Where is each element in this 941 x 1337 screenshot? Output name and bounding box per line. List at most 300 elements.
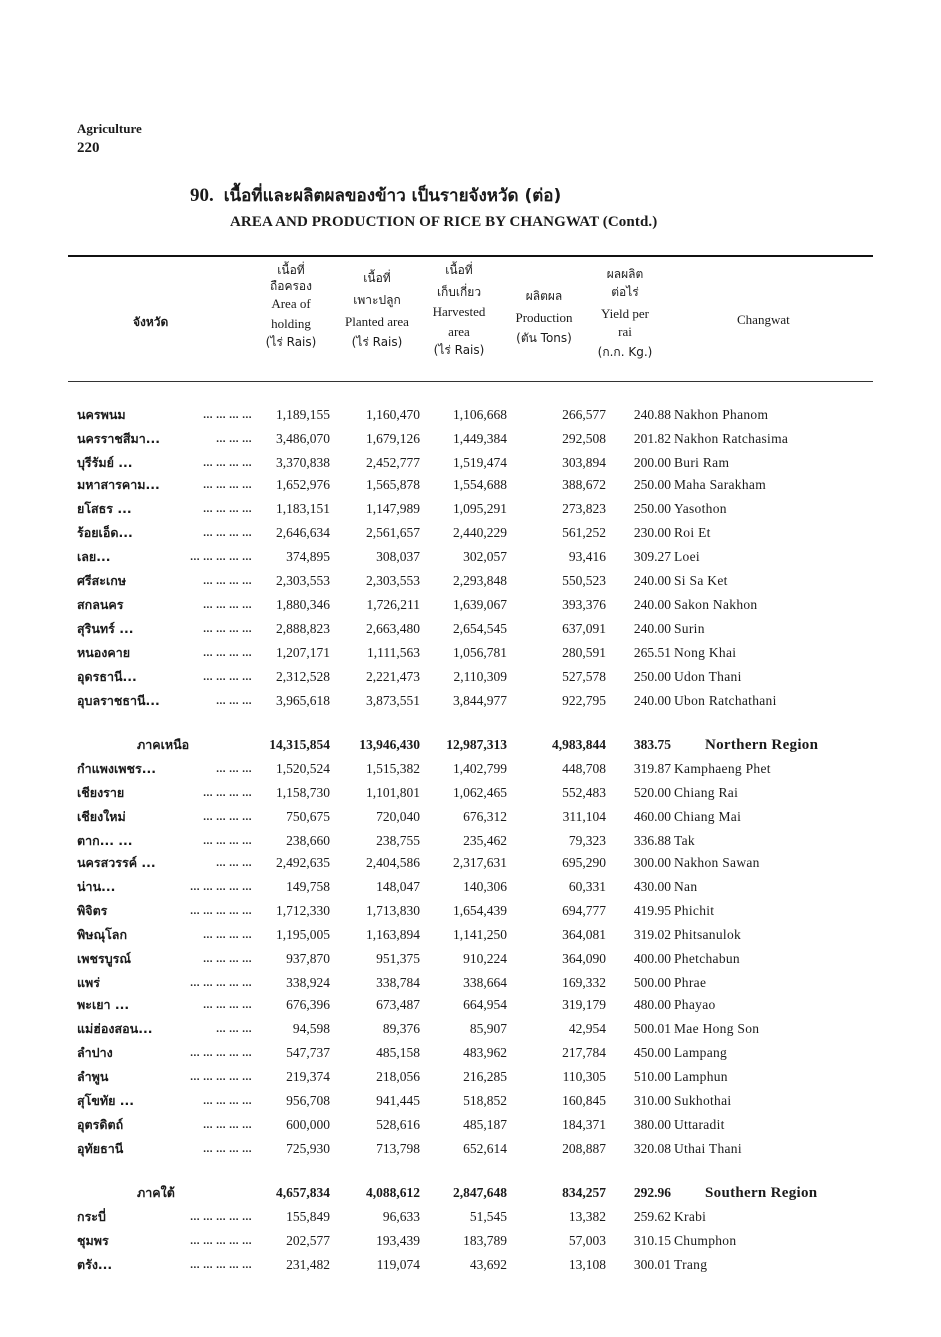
planted-area-value: 1,515,382 (366, 761, 420, 776)
harvested-area-value: 1,106,668 (453, 407, 507, 422)
area-of-holding-value: 1,158,730 (276, 785, 330, 800)
area-of-holding-value: 3,486,070 (276, 431, 330, 446)
yield-per-rai-value: 320.08 (633, 1141, 671, 1156)
table-row (0, 1206, 941, 1228)
area-of-holding-value: 725,930 (286, 1141, 330, 1156)
leader-dots: ... ... ... ... (203, 787, 252, 799)
harvested-area-value: 483,962 (463, 1045, 507, 1060)
production-value: 695,290 (562, 855, 606, 870)
yield-per-rai-value: 460.00 (633, 809, 671, 824)
leader-dots: ... ... ... ... (203, 953, 252, 965)
production-value: 42,954 (568, 1021, 606, 1036)
table-row (0, 404, 941, 426)
area-of-holding-value: 2,646,634 (276, 525, 330, 540)
planted-area-value: 96,633 (382, 1209, 420, 1224)
leader-dots: ... ... ... ... ... (190, 977, 252, 989)
changwat-english-name: Mae Hong Son (674, 1021, 760, 1036)
province-thai-name: กำแพงเพชร... (77, 761, 156, 776)
harvested-area-value: 2,847,648 (453, 1185, 507, 1200)
header-line: ผลผลิต (606, 267, 644, 281)
province-thai-name: หนองคาย (77, 645, 131, 660)
changwat-english-name: Phitsanulok (674, 927, 742, 942)
section-label: Agriculture (77, 121, 142, 136)
planted-area-value: 1,111,563 (367, 645, 420, 660)
planted-area-value: 713,798 (376, 1141, 420, 1156)
production-value: 364,081 (562, 927, 606, 942)
yield-per-rai-value: 240.88 (633, 407, 671, 422)
yield-per-rai-value: 319.02 (633, 927, 671, 942)
table-row (0, 972, 941, 994)
header-province-thai: จังหวัด (133, 315, 169, 329)
table-row (0, 782, 941, 804)
table-row (0, 1042, 941, 1064)
changwat-english-name: Tak (674, 833, 695, 848)
changwat-english-name: Phayao (674, 997, 716, 1012)
province-thai-name: เชียงราย (77, 785, 125, 800)
harvested-area-value: 140,306 (463, 879, 507, 894)
header-rule (68, 381, 873, 382)
area-of-holding-value: 155,849 (286, 1209, 330, 1224)
yield-per-rai-value: 259.62 (633, 1209, 671, 1224)
production-value: 160,845 (562, 1093, 606, 1108)
production-value: 637,091 (562, 621, 606, 636)
leader-dots: ... ... ... ... ... (190, 905, 252, 917)
leader-dots: ... ... ... ... (203, 811, 252, 823)
changwat-english-name: Kamphaeng Phet (674, 761, 771, 776)
table-title-thai (190, 182, 561, 209)
header-line: (ไร่ Rais) (265, 335, 317, 349)
planted-area-value: 673,487 (376, 997, 420, 1012)
yield-per-rai-value: 300.01 (633, 1257, 671, 1272)
table-row (0, 900, 941, 922)
planted-area-value: 2,404,586 (366, 855, 420, 870)
changwat-english-name: Lampang (674, 1045, 728, 1060)
yield-per-rai-value: 383.75 (633, 737, 671, 752)
production-value: 694,777 (562, 903, 606, 918)
leader-dots: ... ... ... ... (203, 599, 252, 611)
harvested-area-value: 3,844,977 (453, 693, 507, 708)
area-of-holding-value: 1,195,005 (276, 927, 330, 942)
header-line: Harvested (432, 304, 486, 319)
yield-per-rai-value: 500.01 (633, 1021, 671, 1036)
leader-dots: ... ... ... ... (203, 623, 252, 635)
changwat-english-name: Chiang Mai (674, 809, 742, 824)
province-thai-name: เชียงใหม่ (77, 809, 126, 824)
province-thai-name: สกลนคร (77, 597, 124, 612)
header-line: เก็บเกี่ยว (436, 285, 482, 299)
area-of-holding-value: 3,965,618 (276, 693, 330, 708)
header-yield-per-rai (580, 266, 670, 360)
changwat-english-name: Southern Region (705, 1185, 818, 1201)
area-of-holding-value: 956,708 (286, 1093, 330, 1108)
changwat-english-name: Udon Thani (674, 669, 742, 684)
leader-dots: ... ... ... ... (203, 409, 252, 421)
changwat-english-name: Buri Ram (674, 455, 730, 470)
harvested-area-value: 235,462 (463, 833, 507, 848)
harvested-area-value: 1,449,384 (453, 431, 507, 446)
production-value: 834,257 (562, 1185, 606, 1200)
yield-per-rai-value: 336.88 (633, 833, 671, 848)
province-thai-name: สุรินทร์ ... (77, 621, 134, 636)
table-row (0, 1114, 941, 1136)
planted-area-value: 4,088,612 (366, 1185, 420, 1200)
table-row (0, 666, 941, 688)
header-line: เนื้อที่ (363, 271, 391, 285)
header-production (503, 288, 585, 346)
changwat-english-name: Phrae (674, 975, 707, 990)
production-value: 266,577 (562, 407, 606, 422)
production-value: 527,578 (562, 669, 606, 684)
area-of-holding-value: 2,492,635 (276, 855, 330, 870)
planted-area-value: 2,221,473 (366, 669, 420, 684)
table-row (0, 948, 941, 970)
province-thai-name: ศรีสะเกษ (77, 573, 127, 588)
leader-dots: ... ... ... ... ... (190, 551, 252, 563)
province-thai-name: ลำปาง (77, 1045, 113, 1060)
region-subtotal-row (0, 734, 941, 756)
area-of-holding-value: 4,657,834 (276, 1185, 330, 1200)
province-thai-name: มหาสารคาม... (77, 477, 160, 492)
header-line: Yield per (600, 306, 649, 321)
yield-per-rai-value: 201.82 (633, 431, 671, 446)
production-value: 319,179 (562, 997, 606, 1012)
header-line: เพาะปลูก (353, 293, 401, 307)
area-of-holding-value: 2,888,823 (276, 621, 330, 636)
leader-dots: ... ... ... ... ... (190, 1211, 252, 1223)
yield-per-rai-value: 400.00 (633, 951, 671, 966)
harvested-area-value: 910,224 (463, 951, 507, 966)
province-thai-name: ลำพูน (77, 1069, 109, 1084)
table-row (0, 1254, 941, 1276)
production-value: 93,416 (568, 549, 606, 564)
leader-dots: ... ... ... (216, 695, 252, 707)
header-planted-area (334, 270, 420, 350)
changwat-english-name: Uthai Thani (674, 1141, 742, 1156)
province-thai-name: ภาคใต้ (137, 1185, 175, 1200)
harvested-area-value: 2,317,631 (453, 855, 507, 870)
harvested-area-value: 183,789 (463, 1233, 507, 1248)
harvested-area-value: 485,187 (463, 1117, 507, 1132)
yield-per-rai-value: 380.00 (633, 1117, 671, 1132)
changwat-english-name: Chumphon (674, 1233, 737, 1248)
production-value: 280,591 (562, 645, 606, 660)
leader-dots: ... ... ... ... (203, 479, 252, 491)
harvested-area-value: 652,614 (463, 1141, 507, 1156)
harvested-area-value: 2,110,309 (453, 669, 507, 684)
area-of-holding-value: 374,895 (286, 549, 330, 564)
changwat-english-name: Surin (674, 621, 705, 636)
changwat-english-name: Yasothon (674, 501, 727, 516)
area-of-holding-value: 231,482 (286, 1257, 330, 1272)
production-value: 217,784 (562, 1045, 606, 1060)
planted-area-value: 1,726,211 (366, 597, 420, 612)
harvested-area-value: 302,057 (463, 549, 507, 564)
production-value: 364,090 (562, 951, 606, 966)
header-line: rai (618, 324, 632, 339)
planted-area-value: 2,561,657 (366, 525, 420, 540)
leader-dots: ... ... ... (216, 1023, 252, 1035)
production-value: 388,672 (562, 477, 606, 492)
changwat-english-name: Loei (674, 549, 700, 564)
yield-per-rai-value: 510.00 (633, 1069, 671, 1084)
area-of-holding-value: 2,303,553 (276, 573, 330, 588)
planted-area-value: 1,147,989 (366, 501, 420, 516)
province-thai-name: บุรีรัมย์ ... (77, 455, 133, 470)
table-row (0, 758, 941, 780)
area-of-holding-value: 338,924 (286, 975, 330, 990)
changwat-english-name: Roi Et (674, 525, 711, 540)
planted-area-value: 1,565,878 (366, 477, 420, 492)
province-thai-name: ตาก... ... (77, 833, 133, 848)
harvested-area-value: 1,519,474 (453, 455, 507, 470)
yield-per-rai-value: 250.00 (633, 669, 671, 684)
yield-per-rai-value: 240.00 (633, 693, 671, 708)
table-row (0, 642, 941, 664)
leader-dots: ... ... ... ... (203, 503, 252, 515)
header-harvested-area (421, 262, 497, 358)
production-value: 292,508 (562, 431, 606, 446)
production-value: 13,382 (568, 1209, 606, 1224)
leader-dots: ... ... ... ... ... (190, 1259, 252, 1271)
planted-area-value: 941,445 (376, 1093, 420, 1108)
province-thai-name: น่าน... (77, 879, 116, 894)
header-line: (ก.ก. Kg.) (597, 345, 653, 359)
province-thai-name: อุบลราชธานี... (77, 693, 160, 708)
area-of-holding-value: 1,712,330 (276, 903, 330, 918)
production-value: 4,983,844 (552, 737, 606, 752)
table-row (0, 806, 941, 828)
changwat-english-name: Nakhon Sawan (674, 855, 760, 870)
area-of-holding-value: 3,370,838 (276, 455, 330, 470)
table-number: 90. (190, 185, 214, 206)
leader-dots: ... ... ... ... (203, 457, 252, 469)
province-thai-name: อุตรดิตถ์ (77, 1117, 124, 1132)
region-subtotal-row (0, 1182, 941, 1204)
yield-per-rai-value: 480.00 (633, 997, 671, 1012)
planted-area-value: 193,439 (376, 1233, 420, 1248)
province-thai-name: พิจิตร (77, 903, 108, 918)
province-thai-name: อุดรธานี... (77, 669, 137, 684)
harvested-area-value: 518,852 (463, 1093, 507, 1108)
production-value: 60,331 (568, 879, 606, 894)
leader-dots: ... ... ... ... (203, 647, 252, 659)
area-of-holding-value: 937,870 (286, 951, 330, 966)
header-line: ถือครอง (269, 279, 312, 293)
table-row (0, 1138, 941, 1160)
province-thai-name: ตรัง... (77, 1257, 113, 1272)
leader-dots: ... ... ... ... (203, 1143, 252, 1155)
table-row (0, 546, 941, 568)
changwat-english-name: Sakon Nakhon (674, 597, 758, 612)
planted-area-value: 308,037 (376, 549, 420, 564)
production-value: 184,371 (562, 1117, 606, 1132)
table-row (0, 452, 941, 474)
province-thai-name: นครพนม (77, 407, 126, 422)
leader-dots: ... ... ... ... (203, 671, 252, 683)
leader-dots: ... ... ... ... (203, 1119, 252, 1131)
leader-dots: ... ... ... ... (203, 1095, 252, 1107)
header-line: ต่อไร่ (611, 285, 639, 299)
changwat-english-name: Nong Khai (674, 645, 737, 660)
harvested-area-value: 1,141,250 (453, 927, 507, 942)
harvested-area-value: 1,639,067 (453, 597, 507, 612)
changwat-english-name: Phetchabun (674, 951, 740, 966)
yield-per-rai-value: 250.00 (633, 477, 671, 492)
province-thai-name: ยโสธร ... (77, 501, 132, 516)
changwat-english-name: Nan (674, 879, 698, 894)
planted-area-value: 720,040 (376, 809, 420, 824)
area-of-holding-value: 149,758 (286, 879, 330, 894)
changwat-english-name: Nakhon Phanom (674, 407, 769, 422)
province-thai-name: พะเยา ... (77, 997, 130, 1012)
production-value: 561,252 (562, 525, 606, 540)
header-line: Area of (271, 296, 311, 311)
planted-area-value: 1,713,830 (366, 903, 420, 918)
area-of-holding-value: 1,880,346 (276, 597, 330, 612)
planted-area-value: 1,163,894 (366, 927, 420, 942)
planted-area-value: 2,452,777 (366, 455, 420, 470)
header-line: ผลิตผล (525, 289, 563, 303)
header-line: (ตัน Tons) (516, 331, 572, 345)
harvested-area-value: 1,062,465 (453, 785, 507, 800)
header-line: เนื้อที่ (445, 263, 473, 277)
harvested-area-value: 12,987,313 (446, 737, 507, 752)
header-line: เนื้อที่ (277, 263, 305, 277)
changwat-english-name: Sukhothai (674, 1093, 732, 1108)
harvested-area-value: 1,554,688 (453, 477, 507, 492)
changwat-english-name: Krabi (674, 1209, 707, 1224)
harvested-area-value: 2,440,229 (453, 525, 507, 540)
harvested-area-value: 338,664 (463, 975, 507, 990)
table-row (0, 474, 941, 496)
production-value: 303,894 (562, 455, 606, 470)
harvested-area-value: 1,654,439 (453, 903, 507, 918)
harvested-area-value: 85,907 (469, 1021, 507, 1036)
leader-dots: ... ... ... ... ... (190, 881, 252, 893)
harvested-area-value: 1,402,799 (453, 761, 507, 776)
area-of-holding-value: 219,374 (286, 1069, 330, 1084)
production-value: 79,323 (568, 833, 606, 848)
province-thai-name: นครราชสีมา... (77, 431, 160, 446)
yield-per-rai-value: 310.15 (633, 1233, 671, 1248)
leader-dots: ... ... ... (216, 763, 252, 775)
leader-dots: ... ... ... (216, 857, 252, 869)
changwat-english-name: Uttaradit (674, 1117, 725, 1132)
production-value: 922,795 (562, 693, 606, 708)
area-of-holding-value: 1,207,171 (276, 645, 330, 660)
area-of-holding-value: 2,312,528 (276, 669, 330, 684)
planted-area-value: 218,056 (376, 1069, 420, 1084)
area-of-holding-value: 238,660 (286, 833, 330, 848)
harvested-area-value: 51,545 (469, 1209, 507, 1224)
province-thai-name: นครสวรรค์ ... (77, 855, 156, 870)
planted-area-value: 2,663,480 (366, 621, 420, 636)
planted-area-value: 119,074 (376, 1257, 420, 1272)
harvested-area-value: 1,056,781 (453, 645, 507, 660)
changwat-english-name: Phichit (674, 903, 715, 918)
province-thai-name: แม่ฮ่องสอน... (77, 1021, 153, 1036)
province-thai-name: อุทัยธานี (77, 1141, 124, 1156)
planted-area-value: 2,303,553 (366, 573, 420, 588)
table-row (0, 594, 941, 616)
header-line: area (448, 324, 470, 339)
production-value: 311,104 (562, 809, 606, 824)
planted-area-value: 89,376 (382, 1021, 420, 1036)
planted-area-value: 1,160,470 (366, 407, 420, 422)
table-title-english: AREA AND PRODUCTION OF RICE BY CHANGWAT (Contd.) (230, 214, 658, 230)
yield-per-rai-value: 450.00 (633, 1045, 671, 1060)
leader-dots: ... ... ... ... ... (190, 1047, 252, 1059)
harvested-area-value: 664,954 (463, 997, 507, 1012)
province-thai-name: เพชรบูรณ์ (77, 951, 131, 966)
production-value: 57,003 (568, 1233, 606, 1248)
table-row (0, 876, 941, 898)
yield-per-rai-value: 292.96 (633, 1185, 671, 1200)
table-row (0, 618, 941, 640)
area-of-holding-value: 600,000 (286, 1117, 330, 1132)
header-line: (ไร่ Rais) (351, 335, 403, 349)
leader-dots: ... ... ... ... (203, 835, 252, 847)
table-row (0, 994, 941, 1016)
province-thai-name: ร้อยเอ็ด... (77, 525, 133, 540)
changwat-english-name: Si Sa Ket (674, 573, 728, 588)
planted-area-value: 338,784 (376, 975, 420, 990)
yield-per-rai-value: 230.00 (633, 525, 671, 540)
yield-per-rai-value: 419.95 (633, 903, 671, 918)
area-of-holding-value: 1,189,155 (276, 407, 330, 422)
leader-dots: ... ... ... ... (203, 999, 252, 1011)
header-changwat: Changwat (737, 312, 790, 327)
table-row (0, 522, 941, 544)
province-thai-name: ภาคเหนือ (137, 737, 190, 752)
changwat-english-name: Maha Sarakham (674, 477, 766, 492)
leader-dots: ... ... ... ... ... (190, 1235, 252, 1247)
production-value: 273,823 (562, 501, 606, 516)
yield-per-rai-value: 265.51 (633, 645, 671, 660)
area-of-holding-value: 14,315,854 (269, 737, 330, 752)
leader-dots: ... ... ... ... (203, 929, 252, 941)
planted-area-value: 238,755 (376, 833, 420, 848)
yield-per-rai-value: 430.00 (633, 879, 671, 894)
production-value: 393,376 (562, 597, 606, 612)
harvested-area-value: 2,293,848 (453, 573, 507, 588)
yield-per-rai-value: 240.00 (633, 621, 671, 636)
production-value: 550,523 (562, 573, 606, 588)
production-value: 110,305 (562, 1069, 606, 1084)
table-row (0, 1230, 941, 1252)
area-of-holding-value: 1,183,151 (276, 501, 330, 516)
header-line: (ไร่ Rais) (433, 343, 485, 357)
planted-area-value: 951,375 (376, 951, 420, 966)
yield-per-rai-value: 240.00 (633, 573, 671, 588)
area-of-holding-value: 676,396 (286, 997, 330, 1012)
table-row (0, 1018, 941, 1040)
harvested-area-value: 216,285 (463, 1069, 507, 1084)
changwat-english-name: Chiang Rai (674, 785, 739, 800)
planted-area-value: 3,873,551 (366, 693, 420, 708)
table-row (0, 830, 941, 852)
yield-per-rai-value: 240.00 (633, 597, 671, 612)
header-line: Production (515, 310, 573, 325)
title-thai-text: เนื้อที่และผลิตผลของข้าว เป็นรายจังหวัด (ต่อ) (223, 186, 562, 206)
leader-dots: ... ... ... ... ... (190, 1071, 252, 1083)
table-row (0, 1066, 941, 1088)
area-of-holding-value: 94,598 (292, 1021, 330, 1036)
top-rule (68, 255, 873, 257)
production-value: 169,332 (562, 975, 606, 990)
changwat-english-name: Nakhon Ratchasima (674, 431, 789, 446)
province-thai-name: เลย... (77, 549, 111, 564)
